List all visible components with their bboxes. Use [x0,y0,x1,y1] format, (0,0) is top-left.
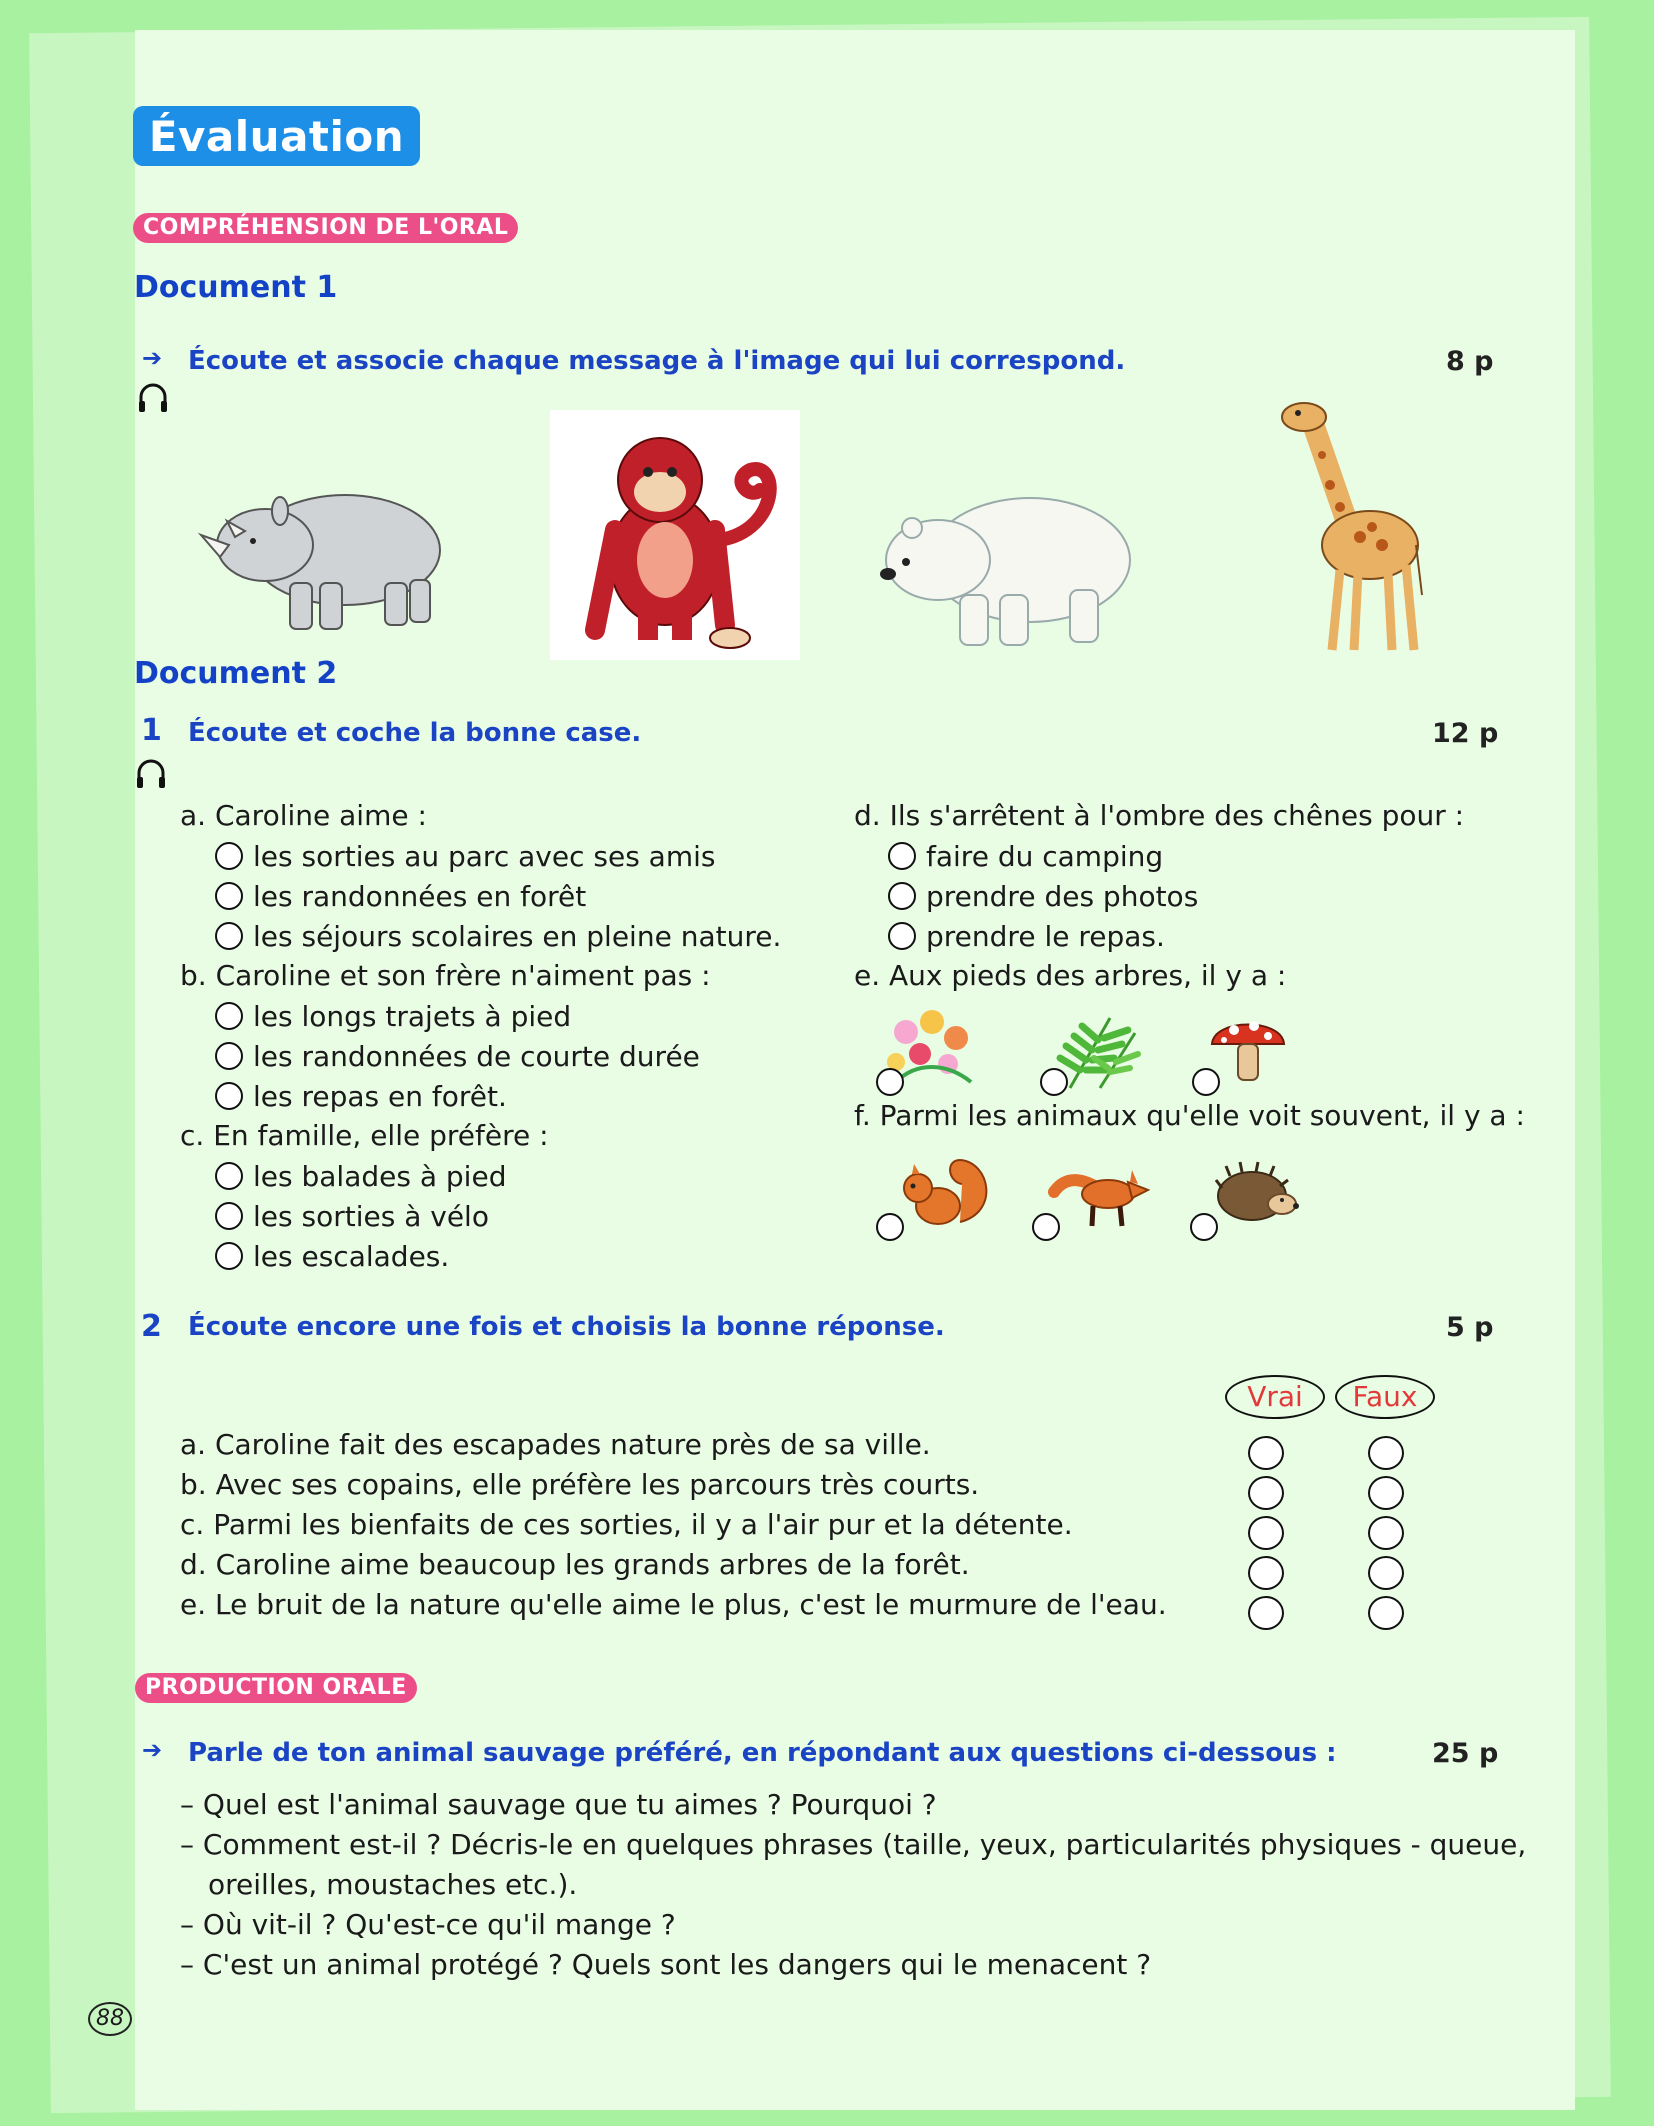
checkbox-circle[interactable] [876,1213,904,1241]
document-2-title: Document 2 [134,656,338,691]
oral-question: – Comment est-il ? Décris-le en quelques phrases (taille, yeux, particularités physiques - queue, [180,1828,1527,1861]
false-radio-a[interactable] [1368,1436,1404,1470]
rhinoceros-image[interactable] [195,465,450,635]
arrow-icon: ➔ [142,344,163,372]
gorilla-image[interactable] [550,410,800,660]
checkbox-circle[interactable] [888,922,916,950]
option-label: les balades à pied [253,1159,507,1193]
option-item[interactable] [215,916,781,956]
exercise-number: 2 [141,1309,162,1344]
option-label: les escalades. [253,1239,450,1273]
option-item[interactable] [215,836,781,876]
question-d-block [854,796,1464,996]
false-column-label: Faux [1335,1375,1435,1419]
statements-list [180,1425,1167,1625]
true-radio-d[interactable] [1248,1556,1284,1590]
statement-e: e. Le bruit de la nature qu'elle aime le plus, c'est le murmure de l'eau. [180,1588,1167,1621]
question-a: a. Caroline aime : [180,799,427,832]
option-item[interactable] [888,836,1464,876]
section-label-comprehension: COMPRÉHENSION DE L'ORAL [133,213,518,243]
document-1-title: Document 1 [134,270,338,305]
checkbox-circle[interactable] [215,842,243,870]
option-label: les randonnées en forêt [253,879,587,913]
checkbox-circle[interactable] [1040,1068,1068,1096]
checkbox-circle[interactable] [215,1002,243,1030]
true-radio-b[interactable] [1248,1476,1284,1510]
ex2-points: 5 p [1446,1312,1494,1343]
option-label: les séjours scolaires en pleine nature. [253,919,782,953]
statement-b: b. Avec ses copains, elle préfère les parcours très courts. [180,1468,980,1501]
checkbox-circle[interactable] [215,1202,243,1230]
oral-question: – Où vit-il ? Qu'est-ce qu'il mange ? [180,1908,676,1941]
headphones-icon [136,380,170,414]
option-item[interactable] [215,1196,781,1236]
oral-question-continued: oreilles, moustaches etc.). [208,1868,578,1901]
ex1-points: 12 p [1432,718,1499,749]
giraffe-image[interactable] [1270,395,1430,655]
fox-image[interactable] [1048,1152,1156,1232]
question-e: e. Aux pieds des arbres, il y a : [854,959,1287,992]
oral-points: 25 p [1432,1738,1499,1769]
checkbox-circle[interactable] [215,922,243,950]
checkbox-circle[interactable] [888,842,916,870]
oral-questions-list [180,1785,1526,1985]
option-label: prendre le repas. [926,919,1165,953]
squirrel-image[interactable] [890,1152,995,1232]
oral-instruction: Parle de ton animal sauvage préféré, en répondant aux questions ci-dessous : [188,1738,1337,1768]
option-label: les sorties à vélo [253,1199,489,1233]
false-radio-c[interactable] [1368,1516,1404,1550]
checkbox-circle[interactable] [1190,1213,1218,1241]
option-item[interactable] [215,1236,781,1276]
oral-question: – C'est un animal protégé ? Quels sont les dangers qui le menacent ? [180,1948,1152,1981]
statement-c: c. Parmi les bienfaits de ces sorties, il y a l'air pur et la détente. [180,1508,1073,1541]
exercise-number: 1 [141,713,162,748]
statement-a: a. Caroline fait des escapades nature près de sa ville. [180,1428,931,1461]
checkbox-circle[interactable] [1032,1213,1060,1241]
true-radio-e[interactable] [1248,1596,1284,1630]
hedgehog-image[interactable] [1212,1158,1302,1228]
mushroom-image[interactable] [1208,1010,1288,1085]
checkbox-circle[interactable] [215,1242,243,1270]
checkbox-circle[interactable] [215,1042,243,1070]
ex2-instruction: Écoute encore une fois et choisis la bonne réponse. [188,1312,945,1342]
checkbox-circle[interactable] [888,882,916,910]
option-item[interactable] [215,1156,781,1196]
oral-question: – Quel est l'animal sauvage que tu aimes ? Pourquoi ? [180,1788,937,1821]
question-c: c. En famille, elle préfère : [180,1119,549,1152]
false-radio-d[interactable] [1368,1556,1404,1590]
statement-d: d. Caroline aime beaucoup les grands arbres de la forêt. [180,1548,970,1581]
page-title: Évaluation [133,106,420,166]
option-label: prendre des photos [926,879,1199,913]
section-label-production: PRODUCTION ORALE [135,1673,417,1703]
option-label: les randonnées de courte durée [253,1039,700,1073]
checkbox-circle[interactable] [215,1162,243,1190]
option-item[interactable] [888,916,1464,956]
page-number: 88 [88,2002,132,2036]
option-label: les longs trajets à pied [253,999,572,1033]
checkbox-circle[interactable] [876,1068,904,1096]
true-radio-a[interactable] [1248,1436,1284,1470]
option-item[interactable] [215,876,781,916]
option-item[interactable] [215,996,781,1036]
checkbox-circle[interactable] [1192,1068,1220,1096]
polar-bear-image[interactable] [870,470,1140,650]
doc1-points: 8 p [1446,346,1494,377]
option-item[interactable] [888,876,1464,916]
headphones-icon [134,756,168,790]
false-radio-b[interactable] [1368,1476,1404,1510]
question-a-block [180,796,781,1276]
false-radio-e[interactable] [1368,1596,1404,1630]
option-item[interactable] [215,1036,781,1076]
checkbox-circle[interactable] [215,1082,243,1110]
option-label: les sorties au parc avec ses amis [253,839,716,873]
checkbox-circle[interactable] [215,882,243,910]
ex1-instruction: Écoute et coche la bonne case. [188,718,642,748]
doc1-instruction: Écoute et associe chaque message à l'image qui lui correspond. [188,346,1126,376]
question-f: f. Parmi les animaux qu'elle voit souvent, il y a : [854,1099,1525,1132]
option-label: les repas en forêt. [253,1079,507,1113]
true-column-label: Vrai [1225,1375,1325,1419]
arrow-icon: ➔ [142,1736,163,1764]
true-radio-c[interactable] [1248,1516,1284,1550]
question-b: b. Caroline et son frère n'aiment pas : [180,959,711,992]
question-d: d. Ils s'arrêtent à l'ombre des chênes pour : [854,799,1465,832]
option-label: faire du camping [926,839,1164,873]
option-item[interactable] [215,1076,781,1116]
